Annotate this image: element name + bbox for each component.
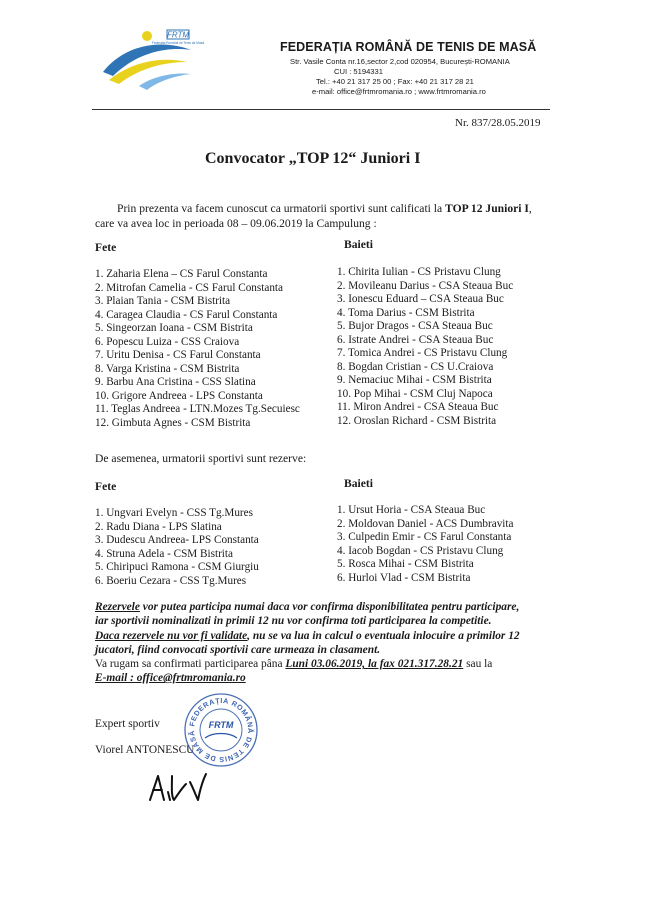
list-item: 8. Varga Kristina - CSM Bistrita [95, 362, 240, 375]
list-item: 9. Nemaciuc Mihai - CSM Bistrita [337, 374, 492, 386]
list-item: 12. Oroslan Richard - CSM Bistrita [337, 414, 497, 427]
intro-paragraph [95, 201, 565, 231]
qualified-boys-list [337, 266, 513, 428]
list-item: 1. Ursut Horia - CSA Steaua Buc [337, 504, 486, 516]
logo-text: FRTM [166, 30, 190, 40]
stamp-center-text: FRTM [208, 720, 234, 730]
federation-stamp [183, 692, 259, 768]
list-item: 1. Chirita Iulian - CS Pristavu Clung [337, 266, 501, 278]
header-divider [92, 109, 550, 110]
list-item: 9. Barbu Ana Cristina - CSS Slatina [95, 376, 256, 388]
list-item: 4. Toma Darius - CSM Bistrita [337, 306, 475, 319]
list-item: 1. Zaharia Elena – CS Farul Constanta [95, 268, 268, 280]
list-item: 12. Gimbuta Agnes - CSM Bistrita [95, 416, 251, 429]
document-title: Convocator „TOP 12“ Juniori I [205, 150, 421, 167]
phone-line: Tel.: +40 21 317 25 00 ; Fax: +40 21 317 28 21 [316, 77, 474, 86]
stamp-ring-text: FEDERAȚIA ROMÂNĂ DE TENIS DE MASĂ [186, 695, 256, 765]
logo-ball-icon [142, 31, 152, 41]
note-line-3: Daca rezervele nu vor fi validate, nu se va lua in calcul o eventuala inlocuire a primilor 12 [95, 629, 520, 642]
email-line: e-mail: office@frtmromania.ro ; www.frtmromania.ro [312, 87, 486, 96]
note-line-4: jucatori, fiind convocati sportivii care urmeaza in clasament. [95, 643, 381, 656]
list-item: 10. Pop Mihai - CSM Cluj Napoca [337, 387, 493, 400]
email-link[interactable]: E-mail : office@frtmromania.ro [95, 672, 246, 685]
reserves-boys-header: Baieti [344, 477, 373, 490]
list-item: 5. Bujor Dragos - CSA Steaua Buc [337, 320, 493, 332]
qualified-girls-header: Fete [95, 241, 117, 254]
reserves-girls-list [95, 507, 259, 588]
frtm-logo [95, 28, 215, 92]
list-item: 4. Caragea Claudia - CS Farul Constanta [95, 308, 278, 321]
list-item: 7. Uritu Denisa - CS Farul Constanta [95, 349, 261, 361]
list-item: 5. Singeorzan Ioana - CSM Bistrita [95, 322, 253, 334]
list-item: 6. Boeriu Cezara - CSS Tg.Mures [95, 574, 247, 587]
intro-line-1: Prin prezenta va facem cunoscut ca urmatorii sportivi sunt calificati la TOP 12 Juniori I, [117, 202, 532, 215]
address-line: Str. Vasile Conta nr.16,sector 2,cod 020954, București-ROMANIA [290, 57, 510, 66]
reserves-girls-header: Fete [95, 480, 117, 493]
list-item: 6. Popescu Luiza - CSS Craiova [95, 335, 240, 348]
list-item: 1. Ungvari Evelyn - CSS Tg.Mures [95, 507, 253, 519]
document-number: Nr. 837/28.05.2019 [455, 117, 541, 129]
list-item: 4. Struna Adela - CSM Bistrita [95, 547, 233, 560]
list-item: 7. Tomica Andrei - CS Pristavu Clung [337, 347, 508, 359]
note-line-1: Rezervele vor putea participa numai daca vor confirma disponibilitatea pentru participare, [95, 601, 520, 613]
signer-role: Expert sportiv [95, 718, 160, 730]
federation-title: FEDERAȚIA ROMÂNĂ DE TENIS DE MASĂ [280, 40, 537, 54]
list-item: 10. Grigore Andreea - LPS Constanta [95, 389, 263, 402]
list-item: 11. Miron Andrei - CSA Steaua Buc [337, 401, 499, 413]
list-item: 11. Teglas Andreea - LTN.Mozes Tg.Secuiesc [95, 403, 300, 415]
list-item: 8. Bogdan Cristian - CS U.Craiova [337, 360, 494, 373]
note-line-2: iar sportivii nominalizati in primii 12 nu vor confirma toti participarea la competitie. [95, 615, 492, 628]
confirm-line: Va rugam sa confirmati participarea pâna Luni 03.06.2019, la fax 021.317.28.21 sau la [95, 658, 493, 671]
list-item: 2. Moldovan Daniel - ACS Dumbravita [337, 517, 514, 530]
logo-swoosh-blue [103, 45, 191, 76]
list-item: 2. Movileanu Darius - CSA Steaua Buc [337, 279, 514, 292]
signer-name: Viorel ANTONESCU [95, 744, 195, 756]
logo-swoosh-light [139, 74, 191, 91]
list-item: 5. Rosca Mihai - CSM Bistrita [337, 558, 474, 570]
confirm-deadline: Luni 03.06.2019, la fax 021.317.28.21 [285, 658, 464, 671]
logo-subtext: Federatia Română de Tenis de Masă [151, 41, 205, 45]
list-item: 4. Iacob Bogdan - CS Pristavu Clung [337, 544, 504, 557]
reserves-intro: De asemenea, urmatorii sportivi sunt rezerve: [95, 452, 307, 465]
handwritten-signature [144, 770, 214, 804]
list-item: 3. Plaian Tania - CSM Bistrita [95, 295, 231, 307]
qualified-girls-list [95, 268, 300, 430]
list-item: 3. Dudescu Andreea- LPS Constanta [95, 534, 259, 546]
cui-line: CUI : 5194331 [334, 67, 383, 76]
reserves-boys-list [337, 504, 514, 585]
list-item: 5. Chiripuci Ramona - CSM Giurgiu [95, 561, 259, 573]
list-item: 3. Culpedin Emir - CS Farul Constanta [337, 531, 512, 543]
federation-contact [290, 57, 510, 97]
list-item: 2. Radu Diana - LPS Slatina [95, 520, 222, 533]
list-item: 6. Hurloi Vlad - CSM Bistrita [337, 571, 471, 584]
qualified-boys-header: Baieti [344, 238, 373, 251]
intro-line-2: care va avea loc in perioada 08 – 09.06.2019 la Campulung : [95, 217, 377, 230]
list-item: 3. Ionescu Eduard – CSA Steaua Buc [337, 293, 504, 305]
reserves-notes [95, 600, 575, 686]
list-item: 2. Mitrofan Camelia - CS Farul Constanta [95, 281, 283, 294]
list-item: 6. Istrate Andrei - CSA Steaua Buc [337, 333, 494, 346]
